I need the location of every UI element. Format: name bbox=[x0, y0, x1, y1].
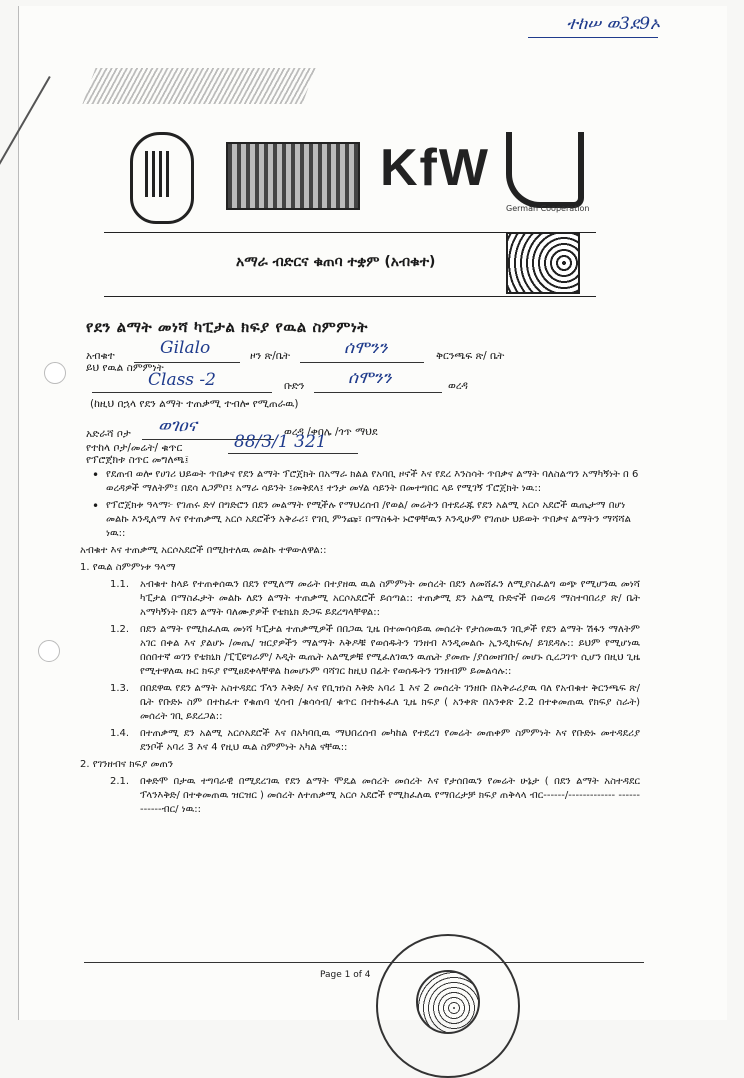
scan-streak bbox=[82, 68, 315, 104]
footer-rule bbox=[84, 962, 644, 963]
org-emblem-icon bbox=[506, 232, 580, 294]
fold-line bbox=[0, 76, 51, 224]
header-logos bbox=[130, 132, 590, 222]
section-item bbox=[80, 727, 640, 755]
section-item bbox=[80, 578, 640, 620]
branch-suffix: ዞን ጽ/ቤት bbox=[250, 350, 291, 362]
phone-label: የተከላ ቦታ/መሬት/ ቁጥር bbox=[86, 442, 183, 454]
section-item bbox=[80, 682, 640, 724]
archive-photo-logo-icon bbox=[226, 142, 360, 210]
note-label: (ከዚህ በኋላ የደን ልማት ተጠቃሚ ተብሎ የሚጠራዉ) bbox=[90, 398, 299, 410]
item-text: በበደዋዉ የደን ልማት አስተዳደር ፕላን እቅድ/ እና የቢዝነስ እቅድ አባሪ 1 እና 2 መሰረት ገንዘቡ በአቅራሪያዉ ባለ የአብቁተ ቅርንጫፍ ጽ/ቤት የቡድኑ ስም በተከፈተ የቁጠባ ሂሳብ /ቁሳሳብ/ ቁጥር በተከፋፈለ ጊዜ ክፍያ ( አንቀጽ በአንቀጽ 2.2 በተቀመጠዉ የክፍያ ስራት) መሰረት ገቢ ይደረጋል:: bbox=[140, 683, 640, 722]
item-text: በቀድሞ በታዉ ተግባራዊ በሚደረገዉ የደን ልማት ሞዴል መሰረት መሰረት እና የታሰበዉን የመሬት ሁኔታ ( በደን ልማት አስተዳደር ፕላንእቅድ/ በተቀመጠዉ ዝርዝር ) መሰረት ለተጠቃሚ አርሶ አደሮች የሚከፈለዉ የማበረታቻ ክፍያ ጠቅላላ ብር------/------------- ------------ብር/ ነዉ:: bbox=[140, 776, 640, 815]
section-2-title: 2. የገንዘብና ክፍያ መጠን bbox=[80, 759, 174, 770]
contract-value: Class -2 bbox=[148, 370, 216, 390]
kebele-underline bbox=[314, 392, 442, 393]
item-number: 1.2. bbox=[110, 624, 130, 635]
kebele-value: ሰሞንን bbox=[348, 368, 392, 388]
agreement-line: አብቁተ እና ተጠቃሚ አርሶአደሮች በሚከተለዉ መልኩ ተዋውለዋል:: bbox=[80, 545, 327, 556]
section-item bbox=[80, 775, 640, 817]
official-stamp-icon bbox=[376, 934, 520, 1078]
contract-underline bbox=[92, 392, 272, 393]
phone-value: 88/3/1 321 bbox=[234, 432, 327, 452]
zone-underline bbox=[300, 362, 424, 363]
bullet-item: • የፕሮጀክቱ ዓላማ፦ የገጠሩ ድሃ በግድሮን በደን መልማት የሚችሉ የማህረሰብ /የወል/ መሬትን በተደራጁ የደን አልሚ አርሶ አደሮች ዉጤታማ በሆነ መልኩ እንዲለማ እና የተጠቃሚ አርሶ አደሮችን አቅራሪ፣ የገቢ ምንጩ፣ በማስፋት ኑሮዋቸዉን እንዲሁም የገጠሁ ህይወት ጥበቃና ልማትን ማሻሻል ነዉ:: bbox=[80, 499, 640, 541]
kfw-logo: KfW bbox=[380, 139, 490, 197]
branch-label: አብቁተ bbox=[86, 350, 115, 362]
item-number: 1.3. bbox=[110, 683, 130, 694]
branch-value: Gilalo bbox=[160, 338, 211, 358]
item-text: በተጠቃሚ ደን አልሚ አርሶአደሮች እና በአካባቢዉ ማህበረሰብ መካከል የተደረገ የመሬት መጠቀም ስምምነት እና የቡድኑ መተዳደሪያ ደንቦች አባሪ 3 እና 4 የዚህ ዉል ስምምነት አካል ናቸዉ:: bbox=[140, 728, 640, 753]
document-title: የደን ልማት መነሻ ካፒታል ክፍያ የዉል ስምምነት bbox=[86, 318, 368, 336]
address-suffix: ወረዳ /ቀበሌ /ጎጥ ማህደ bbox=[284, 426, 378, 438]
address-value: ወገዐና bbox=[158, 416, 197, 436]
address-label: አድራሻ ቦታ bbox=[86, 428, 131, 440]
body-text bbox=[80, 468, 640, 820]
item-text: በደን ልማት የሚከፈለዉ መነሻ ካፒታል ተጠቃሚዎች በበጋዉ ጊዜ በተመሳሳይዉ መሰረት የታሰመዉን ገቢዎች የደን ልማት ሽፋን ማለትም አገር በቀል እና ያልሆኑ /መጤ/ ዝርያዎችን ማልማት እቅዶቹ የወሰዱትን ገንዘብ እንዲመልሱ ኢንዲከፍሉ/ ይገደዳሉ:: ይህም የሚሆነዉ በሰበተኛ ወገን የቴክኒክ /ፒፒዩግራም/ እዲት ዉጤት አልሚዎቹ የሚፈለገዉን ዉጤት ያመጡ /ያሰመዘገቡ/ መሆኑ ሲረጋገጥ ሲሆን በዚህ ጊዜ የሚተዋለዉ ዙር ክፍያ የሚፀደቀላቸዋል ከመሆኑም ባሻገር ከዚህ በፊት የወሰዱትን ገንዘብም ይመልሳሉ:: bbox=[140, 624, 640, 677]
item-number: 2.1. bbox=[110, 776, 130, 787]
contract-label: ይህ የዉል ስምምነት bbox=[86, 362, 164, 374]
item-text: አብቁተ ከላይ የተጠቀሰዉን በደን የሚለማ መሬት በተያዘዉ ዉል ስምምነት መሰረት በደን ለመሸፈን ለሚያስፈልግ ወጭ የሚሆንዉ መነሻ ካፒታል በማስፈታት መልኩ ለደን ልማት ተጠቃሚ አርሶአደሮች ይሰጣል:: ተጠቃሚ ደን አልሚ ቡድኖች በወረዳ ማስተባበሪያ ጽ/ ቤት አማካኝነት በደን ልማት ባለሙያዎች የቴክኒክ ድጋፍ ይደረግላቸዋል:: bbox=[140, 579, 640, 618]
zone-value: ሰሞንን bbox=[344, 338, 388, 358]
header-rule-bottom bbox=[104, 296, 596, 297]
handwritten-note-underline bbox=[528, 37, 658, 38]
gtz-label: German Cooperation bbox=[506, 204, 590, 213]
punch-hole-lower bbox=[38, 640, 60, 662]
item-number: 1.1. bbox=[110, 579, 130, 590]
handwritten-note: ተከሠ ወ3ደ9ኦ bbox=[566, 14, 660, 34]
kebele-label: ቡድን bbox=[284, 380, 305, 392]
section-item bbox=[80, 623, 640, 679]
item-number: 1.4. bbox=[110, 728, 130, 739]
project-label: የፕሮጀክቱ ስጥር መግለጫ፤ bbox=[86, 454, 189, 466]
gtz-logo-icon bbox=[506, 132, 584, 208]
punch-hole-upper bbox=[44, 362, 66, 384]
seal-logo-icon bbox=[130, 132, 194, 224]
bullet-item: • የደጠብ ወሎ የሀገሪ ህይወት ጥበቃና የደን ልማት ፕሮጀክት በአማራ ክልል የአባቢ ዞኖች እና የደረ እንስሳት ጥበቃና ልማት ባለስልጣን አማካኝነት በ 6 ወረዳዎች ማለትም፤ በደሳ ለጋምቦ፤ አማራ ሳይንት ፤መቅደላ፤ ተንታ መሃል ሳይንት በመተግበር ላይ የሚገኝ ፕሮጀክት ነዉ:: bbox=[80, 468, 640, 496]
zone-suffix: ቅርንጫፍ ጽ/ ቤት bbox=[436, 350, 505, 362]
section-1-title: 1. የዉል ስምምነቱ ዓላማ bbox=[80, 562, 176, 573]
org-title: አማራ ብድርና ቁጠባ ተቋም (አብቁተ) bbox=[236, 254, 436, 270]
phone-underline bbox=[228, 453, 358, 454]
woreda-label: ወረዳ bbox=[448, 380, 468, 392]
page-number: Page 1 of 4 bbox=[320, 970, 371, 980]
